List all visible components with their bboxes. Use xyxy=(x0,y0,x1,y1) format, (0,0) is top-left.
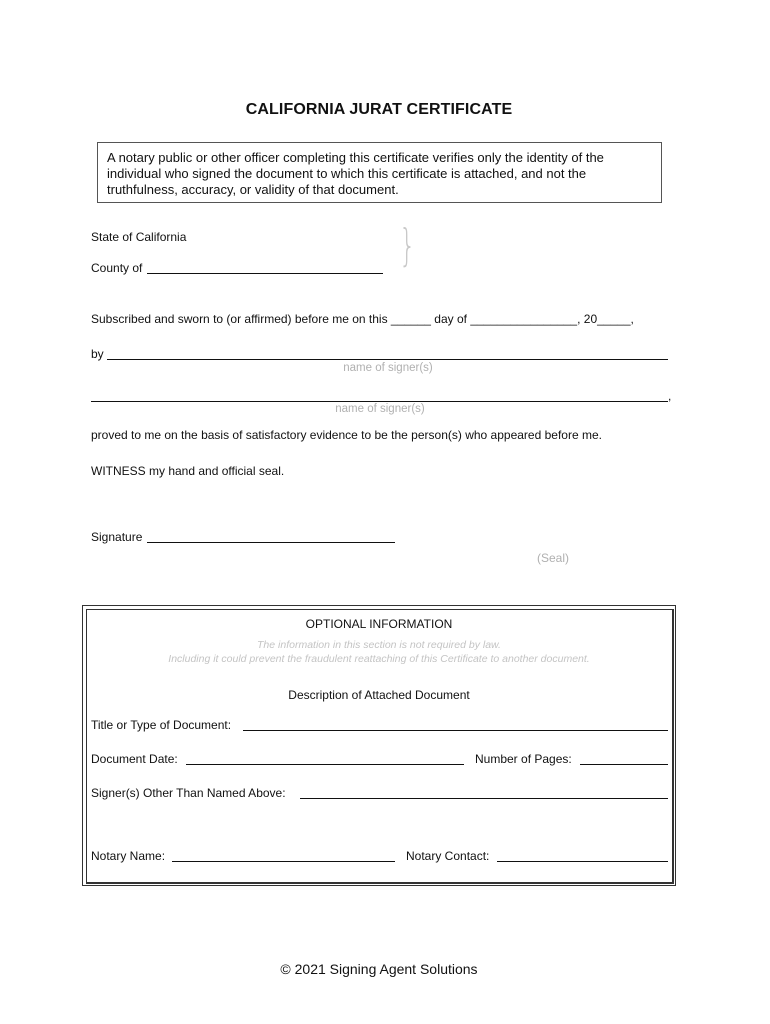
document-date-label: Document Date: xyxy=(91,752,178,766)
optional-disclaimer-2: Including it could prevent the fraudulent reattaching of this Certificate to another document. xyxy=(168,653,590,665)
county-line[interactable] xyxy=(147,273,383,274)
notice-line-1: A notary public or other officer completing this certificate verifies only the identity of the xyxy=(107,150,604,165)
signer-name-line-1[interactable] xyxy=(107,359,668,360)
signature-line[interactable] xyxy=(147,542,395,543)
signer-name-line-2[interactable] xyxy=(91,401,668,402)
number-of-pages-label: Number of Pages: xyxy=(475,752,572,766)
other-signers-line[interactable] xyxy=(300,798,668,799)
document-title: CALIFORNIA JURAT CERTIFICATE xyxy=(245,101,513,118)
notice-line-2: individual who signed the document to which this certificate is attached, and not the xyxy=(107,166,587,181)
signer-caption-1: name of signer(s) xyxy=(343,362,433,374)
number-of-pages-line[interactable] xyxy=(580,764,668,765)
notary-name-label: Notary Name: xyxy=(91,849,166,863)
other-signers-label: Signer(s) Other Than Named Above: xyxy=(91,786,286,800)
signer-line-comma: , xyxy=(668,389,672,403)
signature-label: Signature xyxy=(91,530,143,544)
by-label: by xyxy=(91,347,104,361)
notary-contact-label: Notary Contact: xyxy=(406,849,490,863)
optional-heading: OPTIONAL INFORMATION xyxy=(305,617,453,631)
proof-statement: proved to me on the basis of satisfactory evidence to be the person(s) who appeared before me. xyxy=(91,428,602,442)
witness-statement: WITNESS my hand and official seal. xyxy=(91,464,285,478)
notary-contact-line[interactable] xyxy=(497,861,668,862)
state-label: State of California xyxy=(91,230,187,244)
venue-brace: } xyxy=(399,220,416,271)
sworn-statement: Subscribed and sworn to (or affirmed) before me on this ______ day of ________________, 20_____, xyxy=(91,312,634,326)
title-type-line[interactable] xyxy=(243,730,668,731)
seal-label: (Seal) xyxy=(537,551,570,565)
footer-copyright: © 2021 Signing Agent Solutions xyxy=(280,961,478,977)
county-label: County of xyxy=(91,261,143,275)
title-type-label: Title or Type of Document: xyxy=(91,718,232,732)
attached-document-subheading: Description of Attached Document xyxy=(288,688,470,702)
notice-box xyxy=(97,142,662,203)
document-date-line[interactable] xyxy=(186,764,464,765)
signer-caption-2: name of signer(s) xyxy=(335,403,425,415)
notary-name-line[interactable] xyxy=(172,861,395,862)
notice-line-3: truthfulness, accuracy, or validity of that document. xyxy=(107,182,399,197)
optional-disclaimer-1: The information in this section is not required by law. xyxy=(257,639,501,651)
